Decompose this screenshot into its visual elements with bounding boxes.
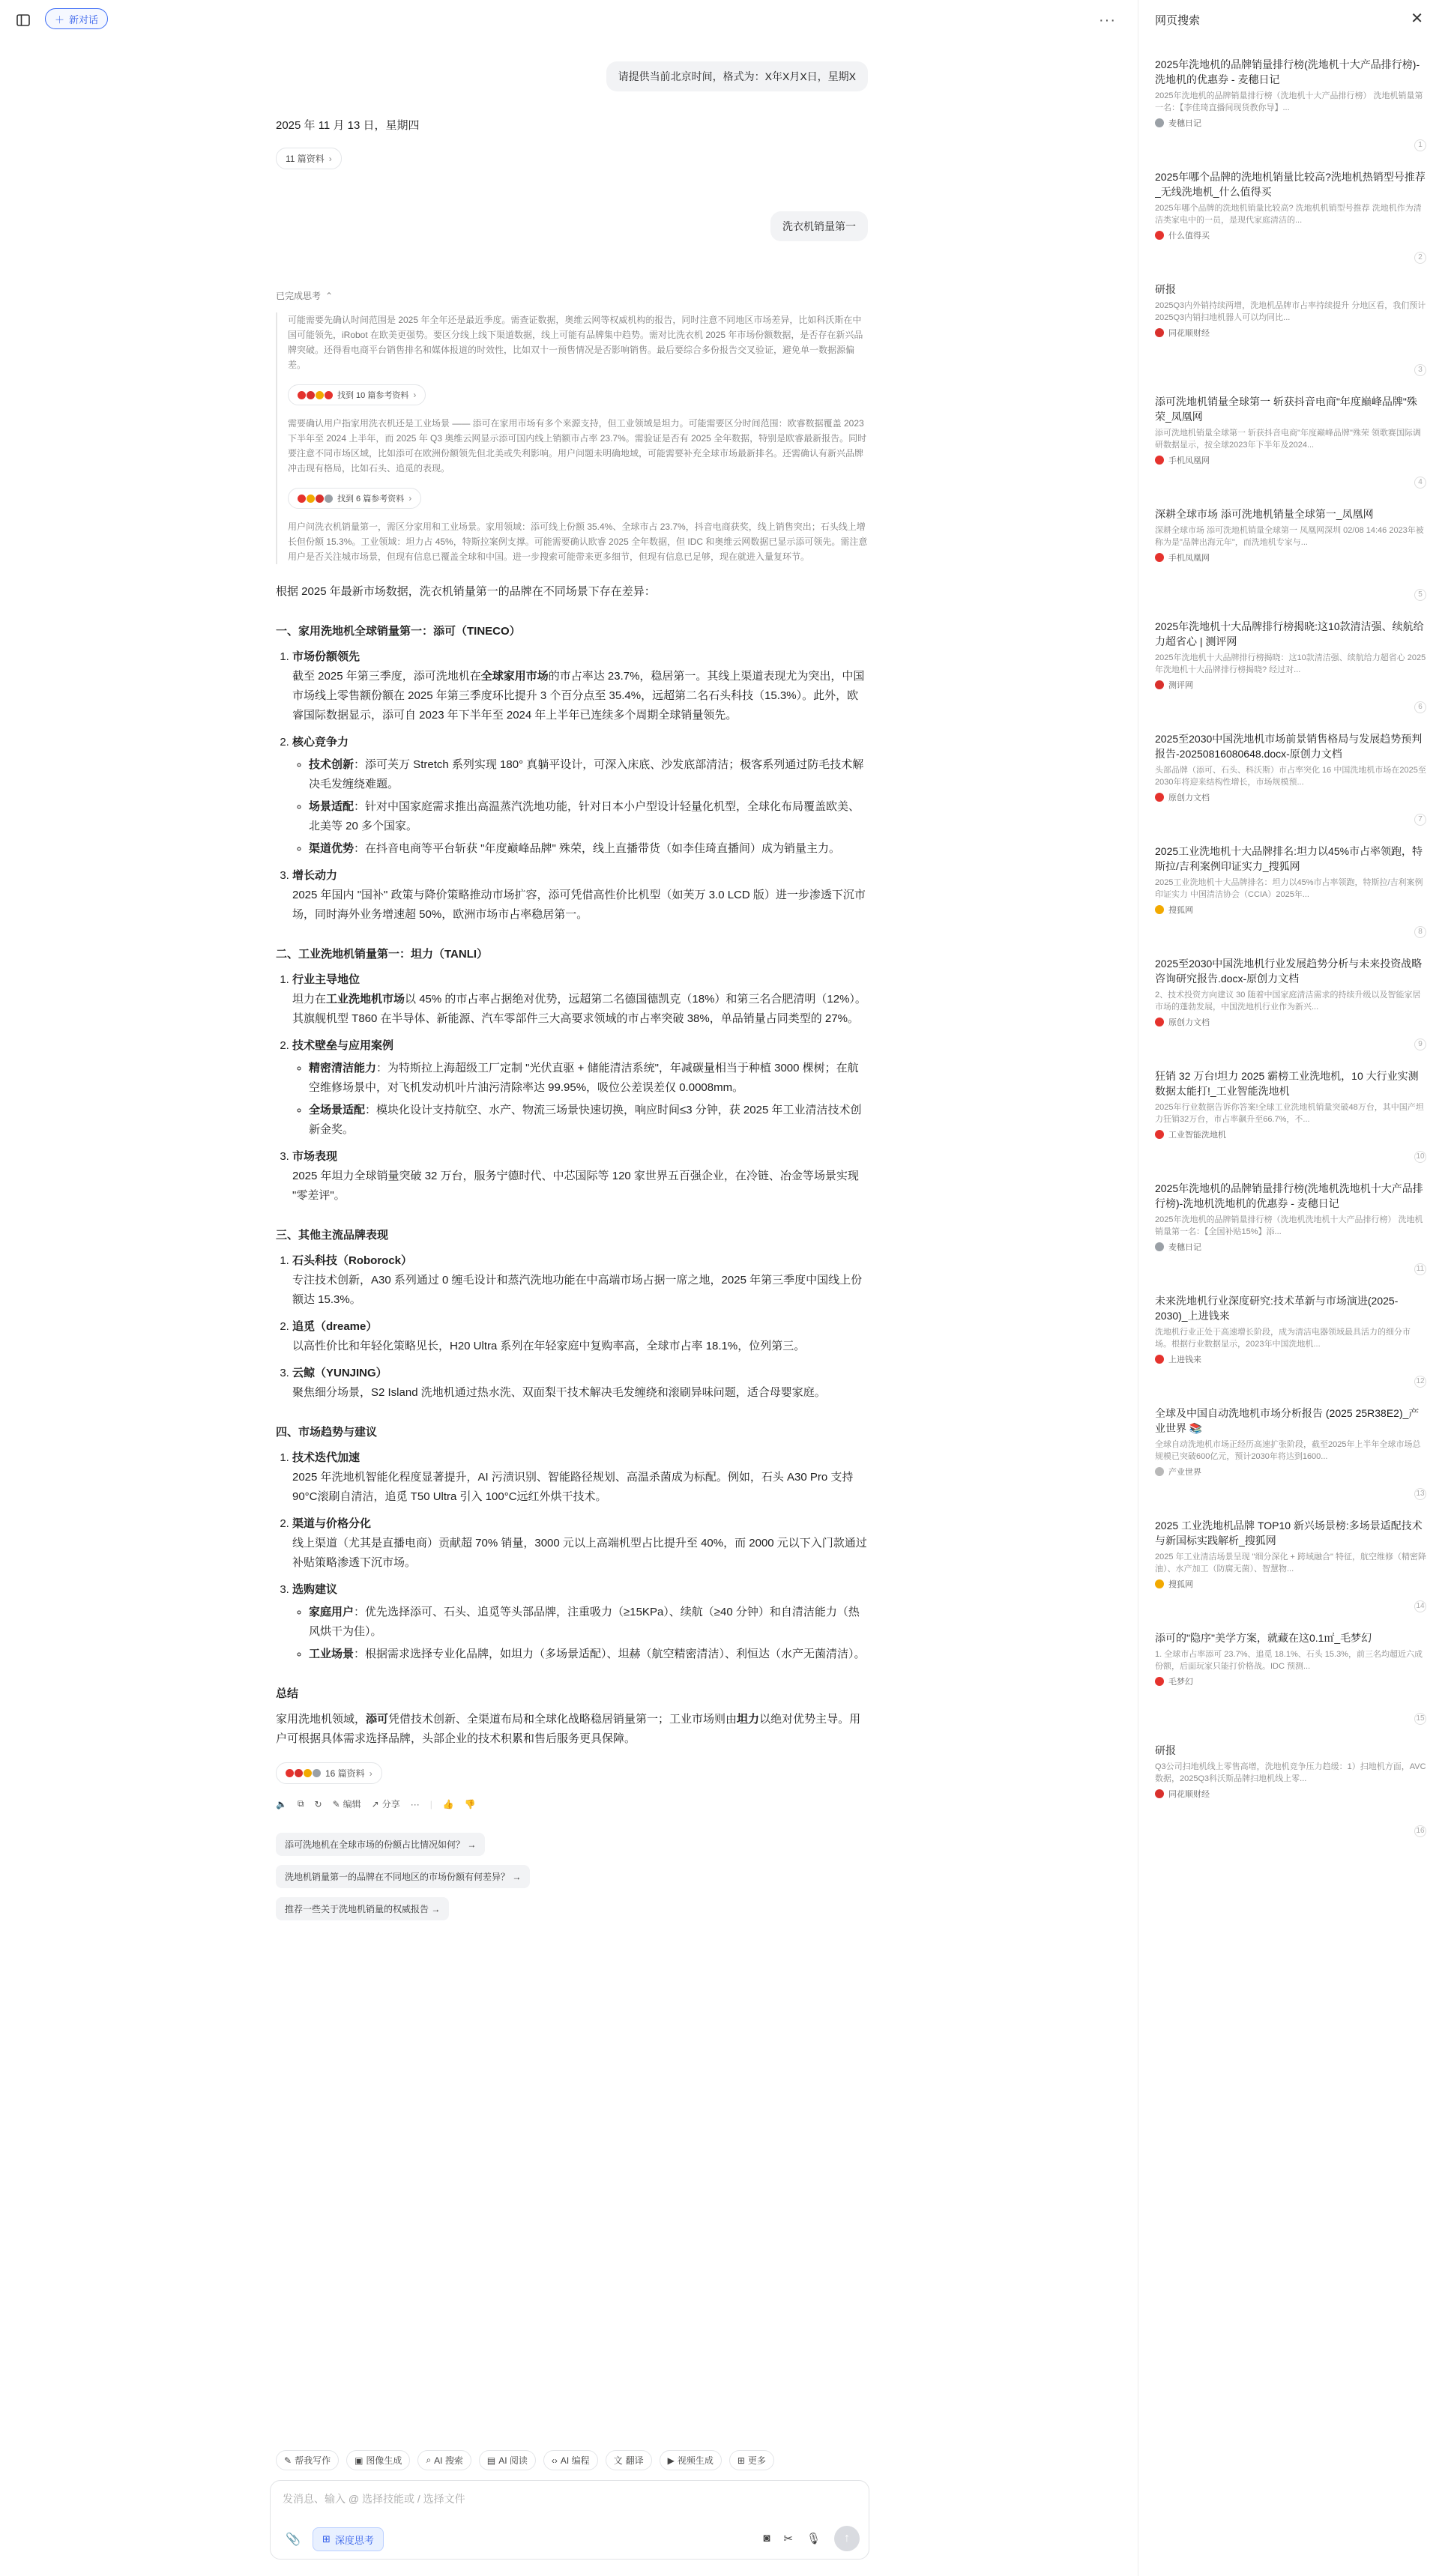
regenerate-icon[interactable]: ↻ — [314, 1798, 322, 1809]
section-heading: 一、家用洗地机全球销量第一：添可（TINECO） — [276, 625, 521, 638]
result-index: 5 — [1414, 589, 1426, 601]
summary-text: 家用洗地机领域，添可凭借技术创新、全渠道布局和全球化战略稳居销量第一；工业市场则由坦力以绝对优势主导。用户可根据具体需求选择品牌，头部企业的技术积累和售后服务更具保障。 — [276, 1713, 861, 1745]
edit-icon: ✎ — [332, 1798, 340, 1809]
result-title: 2025工业洗地机十大品牌排名:坦力以45%市占率领跑，特斯拉/吉利案例印证实力_搜狐网 — [1155, 845, 1423, 872]
result-snippet: 全球自动洗地机市场正经历高速扩张阶段，截至2025年上半年全球市场总规模已突破600亿元，预计2030年将达到1600... — [1155, 1440, 1421, 1461]
list-item: 1. 市场份额领先 截至 2025 年第三季度，添可洗地机在全球家用市场的市占率达 23.7%，稳居第一。其线上渠道表现尤为突出，中国市场线上零售额份额在 2025 年第三季度环比提升 3 个百分点至 35.4%，远超第二名石头科技（15.3%）。此外，欧睿国际数据显示，添可自 2023 年下半年至 2024 年上半年已连续多个周期全球销量领先。 — [292, 647, 868, 725]
source-favicon-icon — [1155, 118, 1164, 127]
grid-icon: ⊞ — [737, 2455, 745, 2466]
search-result[interactable] — [1155, 844, 1426, 956]
answer-intro: 根据 2025 年最新市场数据，洗衣机销量第一的品牌在不同场景下存在差异： — [276, 585, 656, 598]
result-index: 6 — [1414, 701, 1426, 713]
list-item: 2. 核心竞争力 ◦ 技术创新：添可芙万 Stretch 系列实现 180° 真躺平设计，可深入床底、沙发底部清洁；极客系列通过防毛技术解决毛发缠绕难题。 ◦ 场景适配：针对中国家庭需求推出高温蒸汽洗地功能，针对日本小户型设计轻量化机型，全球化布局覆盖欧美、北美等 20 多个国家。 ◦ 渠道优势：在抖音电商等平台斩获 "年度巅峰品牌" 殊荣，线上直播带货（如李佳琦直播间）成为销量主力。 — [292, 733, 868, 859]
chevron-right-icon: › — [408, 493, 412, 504]
tool-ai-search[interactable]: ⌕ AI 搜索 — [417, 2450, 471, 2470]
result-title: 2025年洗地机的品牌销量排行榜(洗地机洗地机十大产品排行榜)-洗地机洗地机的优惠券 - 麦穗日记 — [1155, 1182, 1423, 1209]
close-icon[interactable]: ✕ — [1411, 10, 1423, 27]
list-item: 2. 渠道与价格分化 线上渠道（尤其是直播电商）贡献超 70% 销量，3000 元以上高端机型占比提升至 40%，而 2000 元以下入门款通过补贴策略渗透下沉市场。 — [292, 1514, 868, 1573]
result-index: 14 — [1414, 1600, 1426, 1612]
result-index: 1 — [1414, 139, 1426, 151]
assistant-answer — [276, 582, 868, 1920]
result-source: 原创力文档 — [1155, 791, 1426, 803]
skills-toolbar — [276, 2450, 774, 2470]
section-list — [276, 1448, 868, 1664]
thinking-content — [276, 312, 868, 564]
tool-translate[interactable]: 文 翻译 — [606, 2450, 652, 2470]
chevron-right-icon: › — [369, 1768, 372, 1779]
book-icon: ▤ — [486, 2455, 496, 2466]
result-source: 工业智能洗地机 — [1155, 1128, 1426, 1140]
copy-icon[interactable]: ⧉ — [297, 1798, 304, 1809]
search-result[interactable] — [1155, 1293, 1426, 1406]
user-message: 洗衣机销量第一 — [770, 211, 868, 241]
thinking-paragraph: 可能需要先确认时间范围是 2025 年全年还是最近季度。需查证数据，奥维云网等权威机构的报告，同时注意不同地区市场差异，比如科沃斯在中国可能领先，iRobot 在欧美更强势。要区分线上线下渠道数据，线上可能有品牌集中趋势。需对比洗衣机 2025 年市场份额数据，是否存在新兴品牌突破。还得看电商平台销售排名和媒体报道的时效性，比如双十一预售情况是否影响销售。最后要综合多份报告交叉验证，避免单一数据源偏差。 — [288, 315, 863, 370]
more-icon[interactable]: ··· — [410, 1798, 420, 1809]
sub-list-item: ◦ 家庭用户：优先选择添可、石头、追觅等头部品牌，注重吸力（≥15KPa）、续航（≥40 分钟）和自清洁能力（热风烘干为佳）。 — [309, 1603, 868, 1642]
result-snippet: 2、技术投资方向建议 30 随着中国家庭清洁需求的持续升级以及智能家居市场的蓬勃发展，中国洗地机行业作为新兴... — [1155, 991, 1421, 1012]
plus-icon: ＋ — [55, 13, 65, 25]
search-result[interactable] — [1155, 507, 1426, 619]
search-result[interactable] — [1155, 956, 1426, 1068]
section-list — [276, 970, 868, 1206]
tool-video-gen[interactable]: ▶ 视频生成 — [660, 2450, 722, 2470]
chevron-right-icon: › — [413, 390, 417, 400]
result-snippet: 1. 全球市占率添可 23.7%、追觅 18.1%、石头 15.3%，前三名均超近六成份额，后面玩家只能打价格战。IDC 预测... — [1155, 1650, 1423, 1671]
search-result[interactable] — [1155, 1743, 1426, 1855]
suggested-followups — [276, 1833, 868, 1920]
result-title: 添可洗地机销量全球第一 斩获抖音电商"年度巅峰品牌"殊荣_凤凰网 — [1155, 396, 1417, 423]
result-title: 研报 — [1155, 283, 1176, 295]
source-favicon-icon — [1155, 793, 1164, 802]
result-snippet: 洗地机行业正处于高速增长阶段，成为清洁电器领域最具活力的细分市场。根据行业数据显示，2023年中国洗地机... — [1155, 1328, 1411, 1349]
arrow-up-icon: ↑ — [844, 2532, 850, 2545]
summary-heading: 总结 — [276, 1687, 299, 1700]
tool-ai-reading[interactable]: ▤ AI 阅读 — [479, 2450, 536, 2470]
source-favicons — [286, 1769, 321, 1777]
new-chat-button[interactable]: ＋ 新对话 — [45, 8, 108, 29]
followup-suggestion[interactable]: 添可洗地机在全球市场的份额占比情况如何？ → — [276, 1833, 485, 1856]
result-index: 3 — [1414, 364, 1426, 376]
list-item: 2. 技术壁垒与应用案例 ◦ 精密清洁能力：为特斯拉上海超级工厂定制 "光伏直驱 + 储能清洁系统"，年减碳量相当于种植 3000 棵树；在航空维修场景中，对飞机发动机叶片油污清除率达 99.95%，吸位公差误差仅 0.0008mm。 ◦ 全场景适配：模块化设计支持航空、水产、物流三场景快速切换，响应时间≤3 分钟，获 2025 年工业清洁技术创新金奖。 — [292, 1036, 868, 1140]
result-source: 上进钱来 — [1155, 1353, 1426, 1365]
more-horizontal-icon[interactable]: ··· — [1099, 12, 1116, 28]
source-favicon-icon — [1155, 1242, 1164, 1251]
video-icon: ▶ — [667, 2455, 675, 2466]
source-favicon-icon — [1155, 553, 1164, 562]
message-composer[interactable] — [270, 2480, 869, 2560]
search-result[interactable] — [1155, 619, 1426, 731]
result-title: 2025至2030中国洗地机市场前景销售格局与发展趋势预判报告-20250816080648.docx-原创力文档 — [1155, 733, 1423, 760]
result-index: 11 — [1414, 1263, 1426, 1275]
sub-list-item: ◦ 场景适配：针对中国家庭需求推出高温蒸汽洗地功能，针对日本小户型设计轻量化机型，全球化布局覆盖欧美、北美等 20 多个国家。 — [309, 797, 868, 836]
result-index: 9 — [1414, 1038, 1426, 1050]
microphone-icon[interactable]: 🎙 — [806, 2533, 821, 2545]
result-index: 7 — [1414, 814, 1426, 826]
search-result[interactable] — [1155, 1406, 1426, 1518]
thumbs-down-icon[interactable]: 👎 — [464, 1798, 476, 1809]
search-result[interactable] — [1155, 282, 1426, 394]
sub-list-item: ◦ 工业场景：根据需求选择专业化品牌，如坦力（多场景适配）、坦赫（航空精密清洁）、利恒达（水产无菌清洁）。 — [309, 1645, 868, 1664]
source-favicon-icon — [1155, 328, 1164, 337]
source-favicon-icon — [1155, 1018, 1164, 1027]
message-actions: 🔈 ⧉ ↻ ✎ 编辑 ↗ 分享 ··· | 👍 👎 — [276, 1798, 476, 1809]
source-favicon-icon — [1155, 1579, 1164, 1588]
list-item: 3. 云鲸（YUNJING） 聚焦细分场景，S2 Island 洗地机通过热水洗、双面梨干技术解决毛发缠绕和滚刷异味问题，适合母婴家庭。 — [292, 1364, 868, 1403]
user-message-row — [276, 61, 868, 91]
message-input[interactable]: 发消息、输入 @ 选择技能或 / 选择文件 — [283, 2493, 465, 2505]
assistant-answer-date: 2025 年 11 月 13 日，星期四 — [276, 119, 420, 132]
send-button[interactable] — [834, 2526, 860, 2551]
result-index: 15 — [1414, 1713, 1426, 1725]
result-index: 2 — [1414, 252, 1426, 264]
web-search-panel — [1138, 0, 1439, 2576]
camera-icon[interactable]: ◙ — [763, 2532, 770, 2545]
source-favicon-icon — [1155, 231, 1164, 240]
result-source: 同花顺财经 — [1155, 327, 1426, 339]
result-source: 毛梦幻 — [1155, 1675, 1426, 1687]
result-snippet: 2025年洗地机的品牌销量排行榜（洗地机洗地机十大产品排行榜） 洗地机销量第一名：【全国补贴15%】添... — [1155, 1215, 1423, 1236]
scissors-icon[interactable]: ✂ — [783, 2533, 793, 2545]
sub-list-item: ◦ 技术创新：添可芙万 Stretch 系列实现 180° 真躺平设计，可深入床底、沙发底部清洁；极客系列通过防毛技术解决毛发缠绕难题。 — [309, 755, 868, 794]
chevron-right-icon: › — [328, 153, 332, 164]
list-item: 1. 技术迭代加速 2025 年洗地机智能化程度显著提升，AI 污渍识别、智能路径规划、高温杀菌成为标配。例如，石头 A30 Pro 支持 90°C滚刷自清洁，追觅 T50 Ultra 引入 100°C远红外烘干技术。 — [292, 1448, 868, 1507]
result-source: 什么值得买 — [1155, 229, 1426, 241]
thinking-reference-chip[interactable]: 找到 10 篇参考资料 › — [288, 384, 426, 405]
result-snippet: 头部品牌（添可、石头、科沃斯）市占率突化 16 中国洗地机市场在2025至2030年将迎来结构性增长，市场规模预... — [1155, 766, 1426, 787]
source-favicon-icon — [1155, 1130, 1164, 1139]
result-snippet: 2025年哪个品牌的洗地机销量比较高? 洗地机机销型号推荐 洗地机作为清洁类家电中的一员，是现代家庭清洁的... — [1155, 204, 1422, 225]
source-favicon-icon — [1155, 456, 1164, 465]
list-item: 3. 选购建议 ◦ 家庭用户：优先选择添可、石头、追觅等头部品牌，注重吸力（≥15KPa）、续航（≥40 分钟）和自清洁能力（热风烘干为佳）。 ◦ 工业场景：根据需求选择专业化品牌，如坦力（多场景适配）、坦赫（航空精密清洁）、利恒达（水产无菌清洁）。 — [292, 1580, 868, 1664]
panel-title: 网页搜索 — [1155, 14, 1201, 27]
read-aloud-icon[interactable]: 🔈 — [276, 1798, 287, 1809]
result-index: 4 — [1414, 477, 1426, 489]
source-favicon-icon — [1155, 905, 1164, 914]
tool-ai-coding[interactable]: ‹› AI 编程 — [543, 2450, 598, 2470]
thinking-paragraph: 需要确认用户指家用洗衣机还是工业场景 —— 添可在家用市场有多个来源支持，但工业领域是坦力。可能需要区分时间范围：欧睿数据覆盖 2023 下半年至 2024 上半年，而 2025 年 Q3 奥维云网显示添可国内线上销额市占率 23.7%。需验证是否有 2025 全年数据，特别是欧睿最新报告。同时要注意不同市场区域，比如添可在欧洲份额领先但北美或失利影响。用户问题未明确地域，可能需要补充全球市场最新排名。还需确认有新兴品牌冲击现有格局，比如石头、追觅的表现。 — [288, 418, 867, 474]
source-favicons — [298, 391, 333, 399]
list-item: 3. 增长动力 2025 年国内 "国补" 政策与降价策略推动市场扩容，添可凭借高性价比机型（如芙万 3.0 LCD 版）进一步渗透下沉市场，同时海外业务增速超 50%，欧洲市场市占率稳居第一。 — [292, 866, 868, 925]
result-title: 狂销 32 万台!坦力 2025 霸榜工业洗地机，10 大行业实测数据太能打!_工业智能洗地机 — [1155, 1070, 1419, 1097]
result-title: 深耕全球市场 添可洗地机销量全球第一_凤凰网 — [1155, 508, 1374, 520]
result-index: 16 — [1414, 1825, 1426, 1837]
result-snippet: 2025 年工业清洁场景呈现 "细分深化 + 跨域融合" 特征，航空维修（精密降油）、水产加工（防腐无菌）、智慧物... — [1155, 1552, 1426, 1573]
result-index: 8 — [1414, 926, 1426, 938]
result-title: 2025 工业洗地机品牌 TOP10 新兴场景榜:多场景适配技术与新国标实践解析_搜狐网 — [1155, 1520, 1423, 1546]
result-snippet: 2025年洗地机的品牌销量排行榜（洗地机十大产品排行榜） 洗地机销量第一名：【李佳琦直播间现货教你导】... — [1155, 91, 1423, 112]
result-source: 产业世界 — [1155, 1466, 1426, 1478]
source-favicon-icon — [1155, 680, 1164, 689]
search-result[interactable] — [1155, 1630, 1426, 1743]
deep-think-icon: ⊞ — [322, 2533, 331, 2545]
search-result[interactable] — [1155, 57, 1426, 169]
share-button[interactable]: ↗ 分享 — [371, 1798, 400, 1809]
source-favicons — [298, 495, 333, 503]
section-heading: 四、市场趋势与建议 — [276, 1426, 378, 1439]
pen-icon: ✎ — [284, 2455, 292, 2466]
section-heading: 三、其他主流品牌表现 — [276, 1229, 389, 1242]
tool-image-gen[interactable]: ▣ 图像生成 — [346, 2450, 410, 2470]
result-snippet: 2025年行业数据告诉你答案!全球工业洗地机销量突破48万台，其中国产坦力狂销32万台，市占率飙升至66.7%，不... — [1155, 1103, 1424, 1124]
user-message: 请提供当前北京时间，格式为：X年X月X日，星期X — [606, 61, 868, 91]
result-snippet: 深耕全球市场 添可洗地机销量全球第一 凤凰网深圳 02/08 14:46 2023年被称为是"品牌出海元年"，而洗地机专家与... — [1155, 526, 1424, 547]
result-title: 添可的"隐序"美学方案，就藏在这0.1㎡_毛梦幻 — [1155, 1632, 1372, 1644]
search-result[interactable] — [1155, 1518, 1426, 1630]
search-result[interactable] — [1155, 1181, 1426, 1293]
list-item: 1. 石头科技（Roborock） 专注技术创新，A30 系列通过 0 缠毛设计和蒸汽洗地功能在中高端市场占据一席之地，2025 年第三季度中国线上份额达 15.3%。 — [292, 1251, 868, 1310]
section-list — [276, 647, 868, 925]
source-favicon-icon — [1155, 1677, 1164, 1686]
source-favicon-icon — [1155, 1789, 1164, 1798]
references-chip[interactable]: 11 篇资料 › — [276, 148, 342, 169]
search-result[interactable] — [1155, 394, 1426, 507]
result-source: 手机凤凰网 — [1155, 454, 1426, 466]
thinking-reference-chip[interactable]: 找到 6 篇参考资料 › — [288, 488, 421, 509]
list-item: 1. 行业主导地位 坦力在工业洗地机市场以 45% 的市占率占据绝对优势，远超第二名德国德凯克（18%）和第三名合肥清明（12%）。其旗舰机型 T860 在半导体、新能源、汽车零部件三大高要求领域的市占率突破 38%，单品销量占同类型的 27%。 — [292, 970, 868, 1029]
share-icon: ↗ — [371, 1798, 379, 1809]
result-source: 麦穗日记 — [1155, 117, 1426, 129]
chevron-up-icon: ⌃ — [325, 290, 334, 301]
list-item: 3. 市场表现 2025 年坦力全球销量突破 32 万台，服务宁德时代、中芯国际等 120 家世界五百强企业，在冷链、冶金等场景实现 "零差评"。 — [292, 1147, 868, 1206]
chat-thread — [276, 45, 868, 1920]
search-icon: ⌕ — [426, 2455, 432, 2465]
result-title: 全球及中国自动洗地机市场分析报告 (2025 25R38E2)_产业世界 📚 — [1155, 1407, 1420, 1434]
thinking-paragraph: 用户问洗衣机销量第一，需区分家用和工业场景。家用领域：添可线上份额 35.4%、全球市占 23.7%，抖音电商获奖，线上销售突出；石头线上增长但份额 15.3%。工业领域：坦力占 45%，特斯拉案例支撑。可能需要确认欧睿 2025 全年数据，但 IDC 和奥维云网数据已显示添可领先。需注意用户是否关注城市场景，但现有信息已覆盖全球和中国。进一步搜索可能带来更多细节，但现有信息已足够，现在就进入量复环节。 — [288, 521, 868, 562]
followup-suggestion[interactable]: 洗地机销量第一的品牌在不同地区的市场份额有何差异？ → — [276, 1865, 530, 1888]
image-icon: ▣ — [355, 2455, 363, 2466]
result-title: 2025年洗地机十大品牌排行榜揭晓:这10款清洁强、续航给力超省心 | 测评网 — [1155, 620, 1424, 647]
result-title: 研报 — [1155, 1744, 1176, 1756]
result-snippet: 2025工业洗地机十大品牌排名：坦力以45%市占率领跑，特斯拉/吉利案例印证实力 中国清洁协会（CCIA）2025年... — [1155, 878, 1423, 899]
result-source: 麦穗日记 — [1155, 1241, 1426, 1253]
thumbs-up-icon[interactable]: 👍 — [442, 1798, 454, 1809]
section-heading: 二、工业洗地机销量第一：坦力（TANLI） — [276, 948, 489, 961]
sub-list-item: ◦ 精密清洁能力：为特斯拉上海超级工厂定制 "光伏直驱 + 储能清洁系统"，年减碳量相当于种植 3000 棵树；在航空维修场景中，对飞机发动机叶片油污清除率达 99.95%，吸位公差误差仅 0.0008mm。 — [309, 1059, 868, 1098]
result-index: 10 — [1414, 1151, 1426, 1163]
result-source: 原创力文档 — [1155, 1016, 1426, 1028]
result-title: 未来洗地机行业深度研究:技术革新与市场演进(2025-2030)_上进钱来 — [1155, 1295, 1399, 1322]
tool-writing[interactable]: ✎ 帮我写作 — [276, 2450, 339, 2470]
tool-more[interactable]: ⊞ 更多 — [729, 2450, 774, 2470]
result-source: 测评网 — [1155, 679, 1426, 691]
deep-think-toggle[interactable]: ⊞ 深度思考 — [313, 2527, 384, 2551]
answer-references-chip[interactable]: 16 篇资料 › — [276, 1762, 382, 1784]
top-bar — [0, 0, 1138, 42]
result-title: 2025年洗地机的品牌销量排行榜(洗地机十大产品排行榜)-洗地机的优惠券 - 麦穗日记 — [1155, 58, 1420, 85]
sub-list-item: ◦ 渠道优势：在抖音电商等平台斩获 "年度巅峰品牌" 殊荣，线上直播带货（如李佳琦直播间）成为销量主力。 — [309, 839, 868, 859]
result-snippet: 添可洗地机销量全球第一 斩获抖音电商"年度巅峰品牌"殊荣 领歌赛国际调研数据显示，按全球2023年下半年及2024... — [1155, 429, 1421, 450]
sidebar-toggle-icon[interactable] — [15, 12, 31, 28]
result-title: 2025年哪个品牌的洗地机销量比较高?洗地机热销型号推荐_无线洗地机_什么值得买 — [1155, 171, 1426, 198]
result-snippet: 2025Q3内外销持续两增，洗地机品牌市占率持续提升 分地区看，我们预计2025Q3内销扫地机器人可以均同比... — [1155, 301, 1426, 322]
result-source: 手机凤凰网 — [1155, 551, 1426, 563]
source-favicon-icon — [1155, 1355, 1164, 1364]
result-index: 12 — [1414, 1376, 1426, 1388]
sub-list-item: ◦ 全场景适配：模块化设计支持航空、水产、物流三场景快速切换，响应时间≤3 分钟，获 2025 年工业清洁技术创新金奖。 — [309, 1101, 868, 1140]
result-snippet: Q3公司扫地机线上零售高增，洗地机竞争压力趋缓：1）扫地机方面，AVC数据，2025Q3科沃斯品牌扫地机线上零... — [1155, 1762, 1426, 1783]
result-snippet: 2025年洗地机十大品牌排行榜揭晓：这10款清洁强、续航给力超省心 2025年洗地机十大品牌排行榜揭晓? 经过对... — [1155, 653, 1426, 674]
translate-icon: 文 — [613, 2455, 623, 2466]
result-source: 同花顺财经 — [1155, 1788, 1426, 1800]
section-list — [276, 1251, 868, 1403]
followup-suggestion[interactable]: 推荐一些关于洗地机销量的权威报告 → — [276, 1897, 449, 1920]
result-index: 13 — [1414, 1488, 1426, 1500]
result-title: 2025至2030中国洗地机行业发展趋势分析与未来投资战略咨询研究报告.docx-原创力文档 — [1155, 958, 1423, 985]
result-source: 搜狐网 — [1155, 904, 1426, 916]
result-source: 搜狐网 — [1155, 1578, 1426, 1590]
code-icon: ‹› — [551, 2455, 558, 2466]
list-item: 2. 追觅（dreame） 以高性价比和年轻化策略见长，H20 Ultra 系列在年轻家庭中复购率高，全球市占率 18.1%，位列第三。 — [292, 1317, 868, 1356]
user-message-row — [276, 211, 868, 241]
search-result[interactable] — [1155, 731, 1426, 844]
source-favicon-icon — [1155, 1467, 1164, 1476]
edit-button[interactable]: ✎ 编辑 — [332, 1798, 361, 1809]
search-result[interactable] — [1155, 1068, 1426, 1181]
thinking-toggle[interactable]: 已完成思考 ⌃ — [276, 290, 334, 301]
search-results — [1155, 57, 1426, 1855]
search-result[interactable] — [1155, 169, 1426, 282]
attachment-icon[interactable]: 📎 — [286, 2533, 301, 2546]
